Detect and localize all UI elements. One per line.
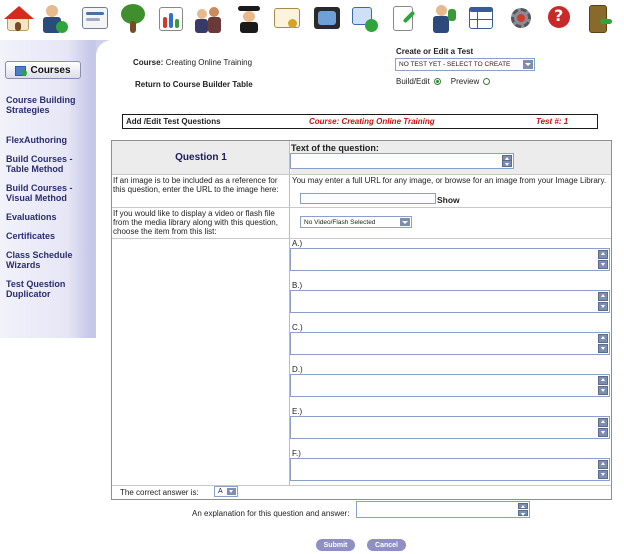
chevron-down-icon — [523, 60, 533, 69]
table-icon[interactable] — [466, 3, 496, 35]
sidebar-item-certificates[interactable]: Certificates — [6, 231, 56, 241]
answer-b-input[interactable] — [290, 290, 610, 313]
answer-e-label: E.) — [292, 407, 303, 416]
edit-questions-header — [122, 114, 598, 129]
scroll-down-icon[interactable] — [598, 470, 608, 479]
sidebar-item-evaluations[interactable]: Evaluations — [6, 212, 57, 222]
video-prompt: If you would like to display a video or flash file from the media library along with this question, choose the item from this list: — [113, 209, 278, 236]
scroll-up-icon[interactable] — [598, 460, 608, 469]
build-edit-radio[interactable] — [434, 78, 441, 85]
certificate-icon[interactable] — [272, 3, 302, 35]
scroll-down-icon[interactable] — [598, 344, 608, 353]
correct-answer-label: The correct answer is: — [120, 488, 199, 497]
show-image-link[interactable]: Show — [437, 195, 460, 205]
preview-radio[interactable] — [483, 78, 490, 85]
answer-a-label: A.) — [292, 239, 303, 248]
submit-button[interactable]: Submit — [316, 539, 355, 551]
return-to-builder-link[interactable]: Return to Course Builder Table — [135, 80, 253, 89]
scroll-down-icon[interactable] — [598, 302, 608, 311]
image-prompt: If an image is to be included as a reference for this question, enter the URL to the image here: — [113, 176, 279, 194]
answer-d-input[interactable] — [290, 374, 610, 397]
question-title: Question 1 — [112, 141, 290, 174]
row-divider — [112, 207, 611, 208]
courses-label: Courses — [30, 64, 71, 76]
sidebar-item-test-question-duplicator[interactable]: Test Question Duplicator — [6, 279, 66, 299]
test-select-value: NO TEST YET - SELECT TO CREATE — [399, 61, 511, 68]
settings-icon[interactable] — [506, 3, 536, 35]
answer-e-input[interactable] — [290, 416, 610, 439]
answer-f-label: F.) — [292, 449, 301, 458]
explanation-input[interactable] — [356, 501, 530, 518]
video-select[interactable] — [300, 216, 412, 228]
test-select[interactable] — [395, 58, 535, 71]
chevron-down-icon — [227, 488, 236, 495]
sidebar-item-course-building-strategies[interactable]: Course Building Strategies — [6, 95, 76, 115]
user-check-icon[interactable] — [40, 3, 70, 35]
correct-answer-select[interactable] — [214, 486, 238, 497]
scroll-down-icon[interactable] — [598, 386, 608, 395]
courses-icon — [15, 65, 27, 76]
preview-label: Preview — [450, 77, 480, 86]
tree-icon[interactable] — [118, 3, 148, 35]
build-edit-label: Build/Edit — [396, 77, 430, 86]
add-window-icon[interactable] — [350, 3, 380, 35]
course-label: Course: — [133, 58, 164, 67]
course-info — [133, 58, 252, 67]
courses-button[interactable] — [5, 61, 81, 79]
row-divider — [112, 174, 611, 175]
sidebar-item-flexauthoring[interactable]: FlexAuthoring — [6, 135, 67, 145]
answer-d-label: D.) — [292, 365, 303, 374]
sidebar-item-build-courses-visual[interactable]: Build Courses - Visual Method — [6, 183, 73, 203]
image-help-text: You may enter a full URL for any image, or browse for an image from your Image Library. — [292, 176, 607, 185]
header-test-number: Test #: 1 — [536, 117, 569, 126]
scroll-up-icon[interactable] — [598, 376, 608, 385]
edit-doc-icon[interactable] — [390, 3, 420, 35]
question-text-input[interactable] — [290, 153, 514, 169]
explanation-label: An explanation for this question and answer: — [192, 509, 350, 518]
scroll-down-icon[interactable] — [518, 510, 528, 516]
scroll-up-icon[interactable] — [598, 292, 608, 301]
exit-icon[interactable] — [584, 3, 614, 35]
chart-icon[interactable] — [156, 3, 186, 35]
home-icon[interactable] — [4, 3, 34, 35]
report-icon[interactable] — [80, 3, 110, 35]
image-url-input[interactable] — [300, 193, 436, 204]
course-name: Creating Online Training — [165, 58, 253, 67]
answer-c-input[interactable] — [290, 332, 610, 355]
help-icon[interactable]: ? — [544, 3, 574, 35]
row-divider — [112, 485, 611, 486]
scroll-up-icon[interactable] — [518, 503, 528, 509]
scroll-up-icon[interactable] — [598, 334, 608, 343]
answer-f-input[interactable] — [290, 458, 610, 481]
scroll-down-icon[interactable] — [598, 260, 608, 269]
correct-answer-value: A — [218, 488, 223, 495]
create-edit-test-heading: Create or Edit a Test — [396, 47, 474, 56]
row-divider — [112, 238, 611, 239]
sidebar-item-build-courses-table[interactable]: Build Courses - Table Method — [6, 154, 73, 174]
answer-a-input[interactable] — [290, 248, 610, 271]
chevron-down-icon — [400, 218, 410, 226]
graduate-icon[interactable] — [234, 3, 264, 35]
question-text-label: Text of the question: — [291, 143, 379, 153]
scroll-up-icon[interactable] — [598, 250, 608, 259]
sidebar-item-class-schedule-wizards[interactable]: Class Schedule Wizards — [6, 250, 73, 270]
top-toolbar — [0, 0, 624, 40]
answer-c-label: C.) — [292, 323, 303, 332]
presenter-icon[interactable] — [428, 3, 458, 35]
scroll-down-icon[interactable] — [502, 160, 512, 167]
cancel-button[interactable]: Cancel — [367, 539, 406, 551]
header-title: Add /Edit Test Questions — [126, 117, 221, 126]
mode-toggle — [396, 77, 490, 86]
scroll-up-icon[interactable] — [598, 418, 608, 427]
answer-b-label: B.) — [292, 281, 303, 290]
video-select-value: No Video/Flash Selected — [304, 219, 376, 226]
header-course: Course: Creating Online Training — [309, 117, 435, 126]
scroll-down-icon[interactable] — [598, 428, 608, 437]
media-icon[interactable] — [312, 3, 342, 35]
people-icon[interactable] — [194, 3, 224, 35]
